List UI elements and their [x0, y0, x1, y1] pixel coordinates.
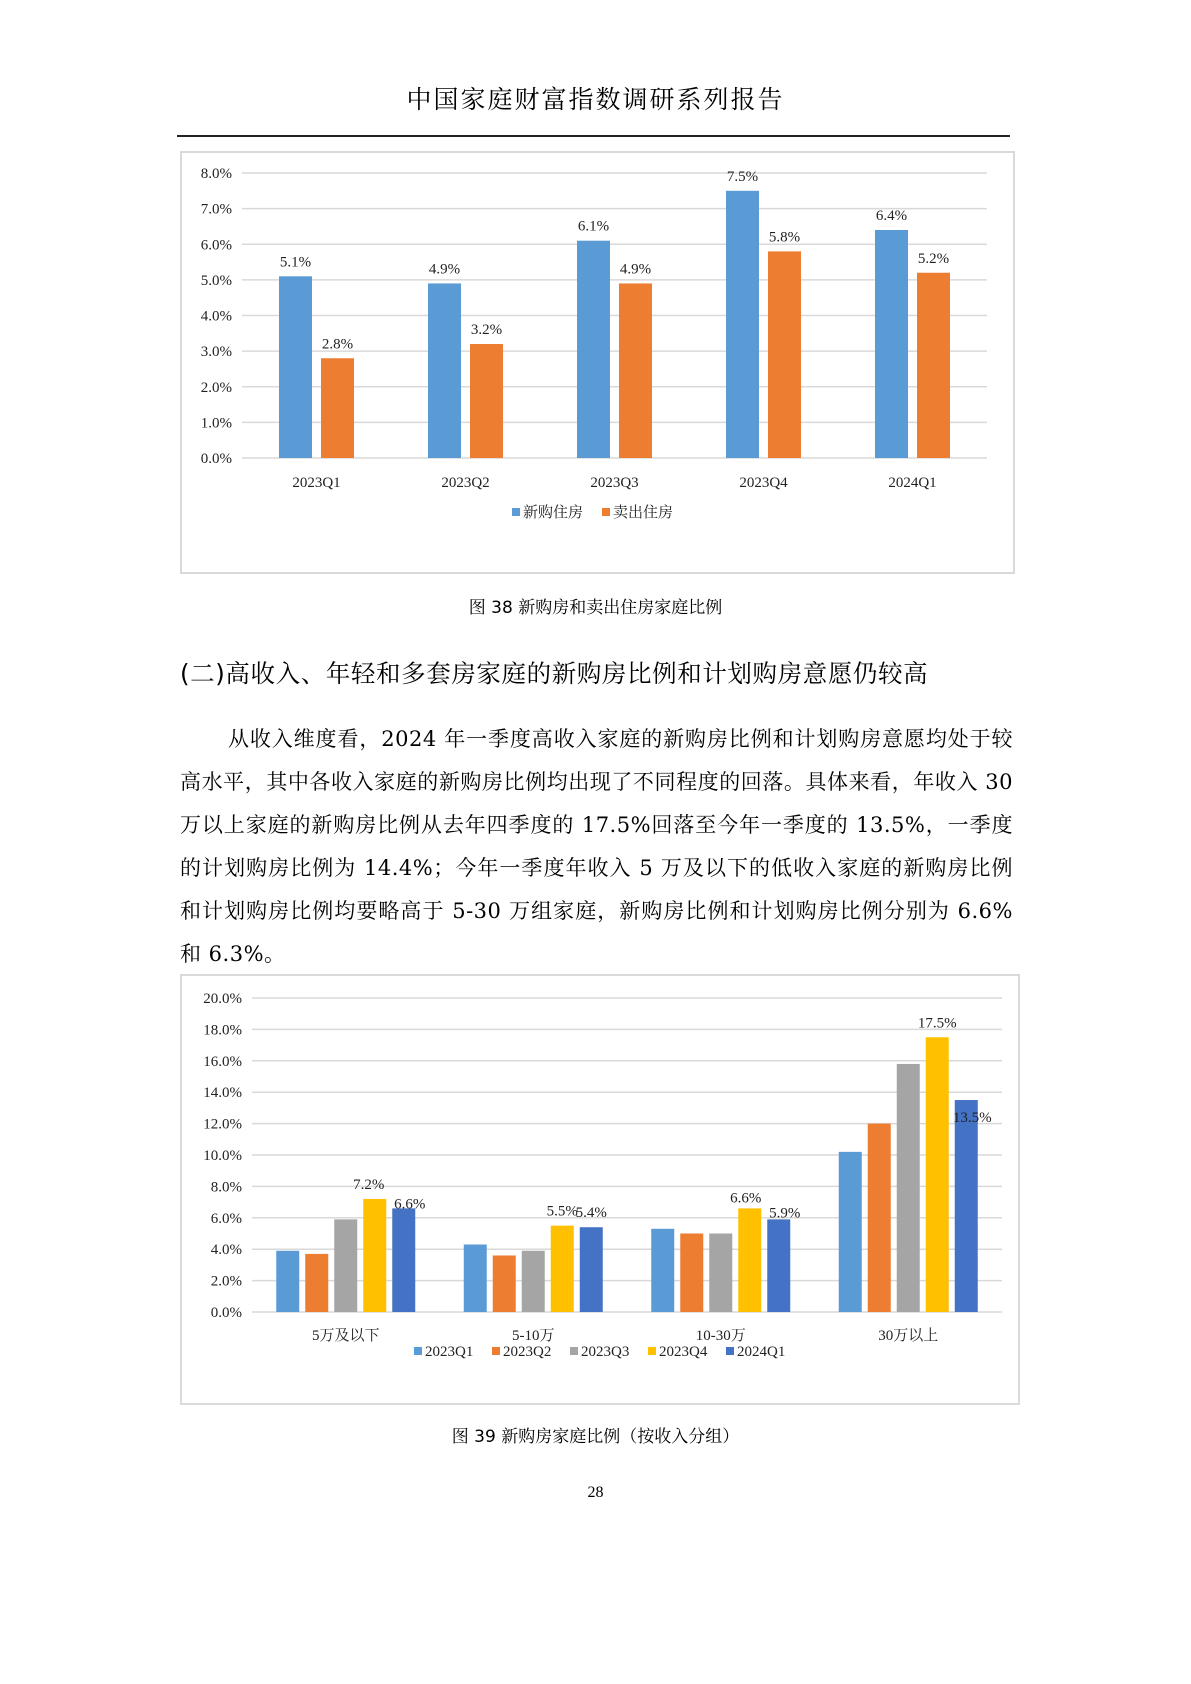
bar — [279, 276, 312, 458]
x-category-label: 2023Q3 — [590, 475, 639, 491]
y-tick-label: 2.0% — [200, 379, 232, 396]
data-label: 7.5% — [726, 168, 759, 185]
legend-item — [602, 503, 673, 521]
legend-swatch-icon — [648, 1347, 656, 1355]
y-tick-label: 0.0% — [210, 1305, 242, 1321]
data-label: 5.8% — [768, 229, 801, 246]
bar — [680, 1234, 703, 1313]
legend-label: 2024Q1 — [737, 1344, 786, 1360]
y-tick-label: 10.0% — [203, 1148, 242, 1164]
figure-39-caption: 图 39 新购房家庭比例（按收入分组） — [451, 1427, 740, 1447]
bar — [334, 1219, 357, 1312]
bar — [493, 1255, 516, 1312]
data-label: 5.5% — [546, 1203, 578, 1220]
legend-item — [726, 1344, 785, 1360]
x-category-label: 2023Q2 — [441, 475, 490, 491]
data-label: 13.5% — [952, 1110, 992, 1127]
data-label: 5.4% — [575, 1205, 607, 1222]
bar — [577, 241, 610, 458]
y-tick-label: 18.0% — [203, 1022, 242, 1039]
legend-label: 新购住房 — [523, 503, 584, 521]
data-label: 6.1% — [577, 218, 610, 235]
bar — [839, 1152, 862, 1312]
legend-item — [570, 1344, 629, 1360]
bar — [767, 1219, 790, 1312]
y-tick-label: 4.0% — [200, 308, 232, 325]
y-tick-label: 6.0% — [200, 237, 232, 254]
bar — [868, 1124, 891, 1312]
x-category-label: 5-10万 — [512, 1328, 555, 1344]
bar — [875, 230, 908, 458]
legend-label: 2023Q4 — [659, 1344, 708, 1360]
bar — [470, 344, 503, 458]
data-label: 2.8% — [321, 336, 354, 353]
data-label: 5.2% — [917, 250, 950, 267]
legend-swatch-icon — [492, 1347, 500, 1355]
x-category-label: 30万以上 — [878, 1328, 939, 1344]
y-tick-label: 8.0% — [210, 1179, 242, 1196]
data-label: 7.2% — [353, 1176, 385, 1193]
legend-item — [512, 503, 583, 521]
y-tick-label: 5.0% — [200, 272, 232, 289]
legend-swatch-icon — [726, 1347, 734, 1355]
bar — [917, 273, 950, 458]
legend-swatch-icon — [602, 508, 610, 516]
y-tick-label: 12.0% — [203, 1116, 242, 1133]
legend-label: 卖出住房 — [613, 503, 674, 521]
y-tick-label: 1.0% — [200, 415, 232, 432]
y-tick-label: 8.0% — [200, 166, 232, 182]
figure-38-chart — [180, 151, 1015, 574]
data-label: 4.9% — [619, 261, 652, 278]
body-paragraph: 从收入维度看，2024 年一季度高收入家庭的新购房比例和计划购房意愿均处于较高水平，其中各收入家庭的新购房比例均出现了不同程度的回落。具体来看，年收入 30 万以上家庭的新购房比例从去年四季度的 17.5%回落至今年一季度的 13.5%，一季度的计划购房比例为 14.4%；今年一季度年收入 5 万及以下的低收入家庭的新购房比例和计划购房比例均要略高于 5-30 万组家庭，新购房比例和计划购房比例分别为 6.6%和 6.3%。 — [180, 727, 1013, 966]
data-label: 4.9% — [428, 261, 461, 278]
bar — [726, 191, 759, 458]
legend-item — [492, 1344, 551, 1360]
y-tick-label: 16.0% — [203, 1053, 242, 1070]
bar — [619, 283, 652, 458]
bar — [522, 1251, 545, 1312]
legend-label: 2023Q2 — [503, 1344, 552, 1360]
figure-38-plot — [182, 153, 1017, 576]
bar — [276, 1251, 299, 1312]
y-tick-label: 2.0% — [210, 1273, 242, 1290]
bar — [709, 1234, 732, 1313]
legend-label: 2023Q1 — [425, 1344, 474, 1360]
legend-swatch-icon — [414, 1347, 422, 1355]
y-tick-label: 7.0% — [200, 201, 232, 218]
data-label: 6.4% — [875, 208, 908, 224]
bar — [768, 251, 801, 458]
bar — [321, 358, 354, 458]
y-tick-label: 6.0% — [210, 1210, 242, 1227]
y-tick-label: 4.0% — [210, 1242, 242, 1259]
figure-39-plot — [182, 976, 1022, 1407]
header-divider — [177, 135, 1010, 137]
bar — [651, 1229, 674, 1312]
bar — [428, 283, 461, 458]
bar — [363, 1199, 386, 1312]
page-number: 28 — [587, 1484, 604, 1501]
bar — [580, 1227, 603, 1312]
bar — [464, 1244, 487, 1312]
data-label: 6.6% — [394, 1196, 426, 1213]
report-header-title: 中国家庭财富指数调研系列报告 — [406, 85, 785, 114]
bar — [926, 1037, 949, 1312]
x-category-label: 2023Q1 — [292, 475, 341, 491]
y-tick-label: 3.0% — [200, 344, 232, 361]
bar — [551, 1226, 574, 1312]
y-tick-label: 20.0% — [203, 991, 242, 1007]
x-category-label: 5万及以下 — [311, 1328, 380, 1344]
bar — [392, 1208, 415, 1312]
x-category-label: 2023Q4 — [739, 475, 788, 491]
legend-label: 2023Q3 — [581, 1344, 630, 1360]
data-label: 17.5% — [917, 1015, 957, 1032]
figure-39-chart — [180, 974, 1020, 1405]
x-category-label: 10-30万 — [695, 1328, 746, 1344]
x-category-label: 2024Q1 — [888, 475, 937, 491]
bar — [897, 1064, 920, 1312]
bar — [738, 1208, 761, 1312]
y-tick-label: 0.0% — [200, 451, 232, 467]
y-tick-label: 14.0% — [203, 1085, 242, 1102]
legend-swatch-icon — [570, 1347, 578, 1355]
legend-item — [414, 1344, 473, 1360]
data-label: 3.2% — [470, 322, 503, 338]
data-label: 6.6% — [730, 1190, 762, 1207]
figure-38-caption: 图 38 新购房和卖出住房家庭比例 — [468, 598, 723, 618]
legend-swatch-icon — [512, 508, 520, 516]
legend-item — [648, 1344, 708, 1360]
bar — [305, 1254, 328, 1312]
bar — [955, 1100, 978, 1312]
data-label: 5.9% — [769, 1205, 801, 1222]
data-label: 5.1% — [279, 254, 312, 271]
section-heading: (二)高收入、年轻和多套房家庭的新购房比例和计划购房意愿仍较高 — [180, 659, 929, 688]
